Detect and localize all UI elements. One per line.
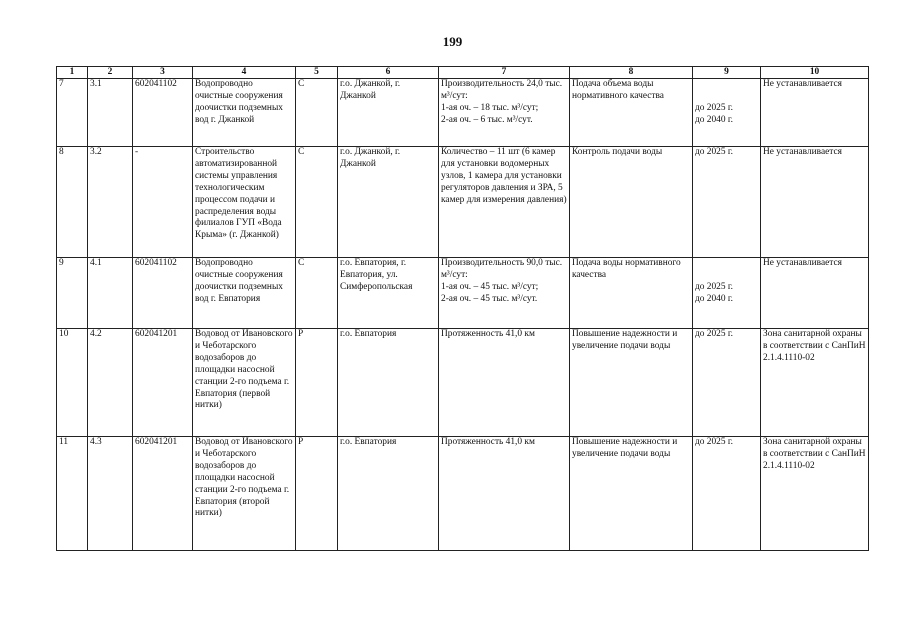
cell-status: С — [296, 258, 338, 329]
table-row — [57, 79, 869, 147]
cell-purpose: Контроль подачи воды — [570, 147, 693, 258]
cell-deadline — [693, 329, 761, 437]
data-table — [56, 66, 869, 551]
cell-zone: Не устанавливается — [761, 147, 869, 258]
cell-row-number: 10 — [57, 329, 88, 437]
header-col-7: 7 — [439, 67, 570, 79]
characteristics-text: Производительность 90,0 тыс. м³/сут: 1-ая оч. – 45 тыс. м³/сут; 2-ая оч. – 45 тыс. м³/сут. — [441, 258, 563, 304]
cell-characteristics: Протяженность 41,0 км — [439, 329, 570, 437]
cell-row-number: 7 — [57, 79, 88, 147]
cell-zone: Не устанавливается — [761, 79, 869, 147]
deadline-text: до 2025 г. до 2040 г. — [695, 281, 734, 304]
cell-object-name: Водовод от Ивановского и Чеботарского водозаборов до площадки насосной станции 2-го подъема г. Евпатория (второй нитки) — [193, 437, 296, 551]
page-number: 199 — [442, 34, 463, 49]
cell-location: г.о. Евпатория — [338, 329, 439, 437]
header-col-1: 1 — [57, 67, 88, 79]
cell-purpose: Подача объема воды нормативного качества — [570, 79, 693, 147]
cell-location: г.о. Евпатория, г. Евпатория, ул. Симферопольская — [338, 258, 439, 329]
header-col-6: 6 — [338, 67, 439, 79]
cell-zone: Зона санитарной охраны в соответствии с СанПиН 2.1.4.1110-02 — [761, 437, 869, 551]
cell-purpose: Повышение надежности и увеличение подачи воды — [570, 329, 693, 437]
cell-deadline — [693, 79, 761, 147]
header-col-8: 8 — [570, 67, 693, 79]
cell-characteristics: Количество – 11 шт (6 камер для установки водомерных узлов, 1 камера для установки регуляторов давления и ЗРА, 5 камер для измерения давления) — [439, 147, 570, 258]
cell-status: С — [296, 79, 338, 147]
cell-purpose: Подача воды нормативного качества — [570, 258, 693, 329]
cell-location: г.о. Джанкой, г. Джанкой — [338, 147, 439, 258]
characteristics-text: Производительность 24,0 тыс. м³/сут: 1-ая оч. – 18 тыс. м³/сут; 2-ая оч. – 6 тыс. м³/сут. — [441, 79, 563, 125]
cell-row-number: 9 — [57, 258, 88, 329]
table-row — [57, 147, 869, 258]
cell-location: г.о. Евпатория — [338, 437, 439, 551]
cell-deadline — [693, 147, 761, 258]
cell-item-code: 4.3 — [88, 437, 133, 551]
cell-row-number: 8 — [57, 147, 88, 258]
cell-zone: Зона санитарной охраны в соответствии с СанПиН 2.1.4.1110-02 — [761, 329, 869, 437]
header-col-10: 10 — [761, 67, 869, 79]
cell-status: Р — [296, 329, 338, 437]
cell-object-code: 602041201 — [133, 329, 193, 437]
cell-row-number: 11 — [57, 437, 88, 551]
header-row — [57, 67, 869, 79]
cell-object-code: 602041201 — [133, 437, 193, 551]
table-row — [57, 258, 869, 329]
cell-zone: Не устанавливается — [761, 258, 869, 329]
header-col-9: 9 — [693, 67, 761, 79]
deadline-text: до 2025 г. до 2040 г. — [695, 102, 734, 125]
cell-item-code: 4.1 — [88, 258, 133, 329]
cell-status: С — [296, 147, 338, 258]
cell-object-name: Водовод от Ивановского и Чеботарского водозаборов до площадки насосной станции 2-го подъема г. Евпатория (первой нитки) — [193, 329, 296, 437]
cell-characteristics — [439, 79, 570, 147]
deadline-text: до 2025 г. — [695, 437, 734, 447]
cell-characteristics: Протяженность 41,0 км — [439, 437, 570, 551]
table-row — [57, 437, 869, 551]
cell-characteristics — [439, 258, 570, 329]
table-row — [57, 329, 869, 437]
cell-purpose: Повышение надежности и увеличение подачи воды — [570, 437, 693, 551]
deadline-text: до 2025 г. — [695, 147, 734, 157]
header-col-3: 3 — [133, 67, 193, 79]
header-col-2: 2 — [88, 67, 133, 79]
cell-deadline — [693, 258, 761, 329]
cell-status: Р — [296, 437, 338, 551]
cell-object-code: 602041102 — [133, 79, 193, 147]
cell-item-code: 3.1 — [88, 79, 133, 147]
cell-object-name: Строительство автоматизированной системы управления технологическим процессом подачи и распределения воды филиалов ГУП «Вода Крыма» (г. Джанкой) — [193, 147, 296, 258]
header-col-4: 4 — [193, 67, 296, 79]
cell-location: г.о. Джанкой, г. Джанкой — [338, 79, 439, 147]
cell-deadline — [693, 437, 761, 551]
cell-object-name: Водопроводно очистные сооружения доочистки подземных вод г. Джанкой — [193, 79, 296, 147]
cell-item-code: 3.2 — [88, 147, 133, 258]
cell-object-code: - — [133, 147, 193, 258]
cell-object-name: Водопроводно очистные сооружения доочистки подземных вод г. Евпатория — [193, 258, 296, 329]
deadline-text: до 2025 г. — [695, 329, 734, 339]
cell-item-code: 4.2 — [88, 329, 133, 437]
cell-object-code: 602041102 — [133, 258, 193, 329]
header-col-5: 5 — [296, 67, 338, 79]
